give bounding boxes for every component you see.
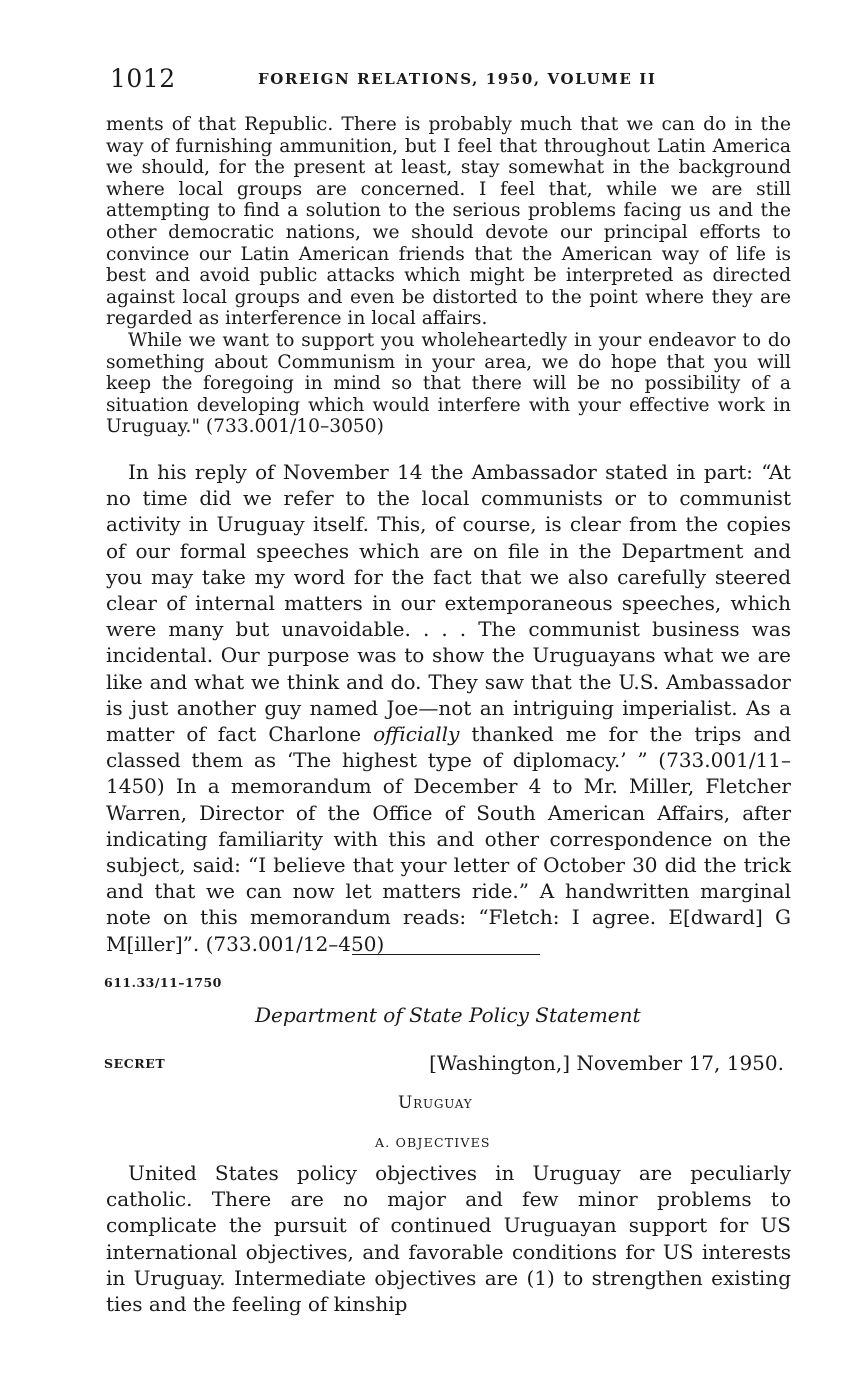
reply-text-part-1: In his reply of November 14 the Ambassador stated in part: “At no time did we refer to the local communists or to communist activity in Uruguay itself. This, of course, is clear from the copies of our formal speeches which are on file in the Department and you may take my word for the fact that we also carefully steered clear of internal matters in our extemporaneous speeches, which were many but unavoidable. . . . The communist business was incidental. Our purpose was to show the Uruguayans what we are like and what we think and do. They saw that the U.S. Ambassador is just another guy named Joe—not an intriguing imperialist. As a matter of fact Charlone <box>106 460 791 747</box>
classification-label: SECRET <box>104 1056 166 1071</box>
country-heading: Uruguay <box>398 1093 473 1113</box>
reply-text-part-2: thanked me for the trips and classed them as ‘The highest type of diplomacy.’ ” (733.001/11–1450) In a memorandum of December 4 to Mr. Miller, Fletcher Warren, Director of the Office of South American Affairs, after indicating familiarity with this and other correspondence on the subject, said: “I believe that your letter of October 30 did the trick and that we can now let matters ride.” A handwritten marginal note on this memorandum reads: “Fletch: I agree. E[dward] G M[iller]”. (733.001/12–450) <box>106 722 791 956</box>
quote-paragraph-1: ments of that Republic. There is probably much that we can do in the way of furnishing ammunition, but I feel that throughout Latin America we should, for the present at least, stay somewhat in the background where local groups are concerned. I feel that, while we are still attempting to find a solution to the serious problems facing us and the other democratic nations, we should devote our principal efforts to convince our Latin American friends that the American way of life is best and avoid public attacks which might be interpreted as directed against local groups and even be distorted to the point where they are regarded as interference in local affairs. <box>106 114 791 330</box>
document-title: Department of State Policy Statement <box>255 1003 641 1027</box>
ambassador-reply <box>106 459 791 957</box>
running-head: FOREIGN RELATIONS, 1950, VOLUME II <box>258 70 657 88</box>
page-number: 1012 <box>110 64 176 93</box>
section-divider <box>352 954 540 955</box>
reply-italic-word: officially <box>373 722 460 747</box>
file-number: 611.33/11–1750 <box>104 975 222 990</box>
dateline: [Washington,] November 17, 1950. <box>429 1051 784 1075</box>
objectives-paragraph: United States policy objectives in Uruguay are peculiarly catholic. There are no major and few minor problems to complicate the pursuit of continued Uruguayan support for US international objectives, and favorable conditions for US interests in Uruguay. Intermediate objectives are (1) to strengthen existing ties and the feeling of kinship <box>106 1161 791 1317</box>
section-heading: A. OBJECTIVES <box>375 1135 491 1150</box>
reply-paragraph <box>106 459 791 957</box>
objectives-section <box>106 1160 791 1317</box>
quote-paragraph-2: While we want to support you wholeheartedly in your endeavor to do something about Communism in your area, we do hope that you will keep the foregoing in mind so that there will be no possibility of a situation developing which would interfere with your effective work in Uruguay." (733.001/10–3050) <box>106 329 791 438</box>
quoted-letter <box>106 114 791 438</box>
